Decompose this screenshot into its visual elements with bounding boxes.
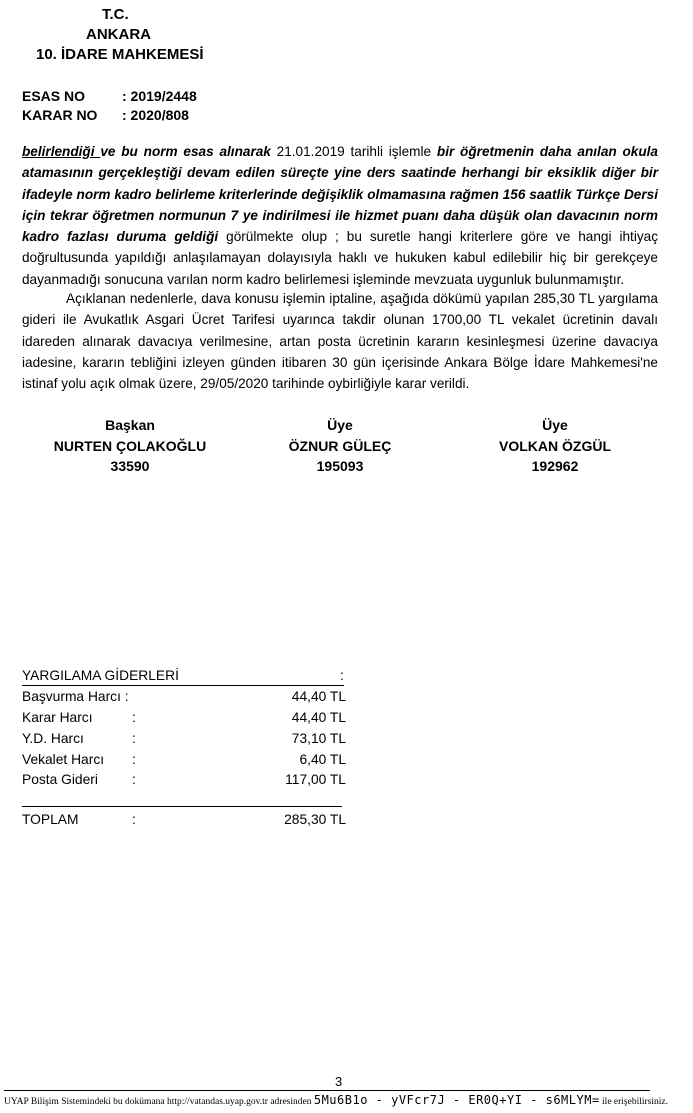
cost-colon: : [132,772,136,787]
cost-value: 6,40 TL [299,752,346,767]
court-header-tc: T.C. [102,6,129,23]
esas-label: ESAS NO [22,88,86,104]
cost-label: Y.D. Harcı [22,731,84,746]
footer-verification [4,1093,668,1107]
para1-seg4: bir öğretmenin daha anılan okula atamasının gerçekleştiği devam edilen süreçte yine ders saatinde herhangi bir eksiklik diğer bir ifadeyle norm kadro belirleme kriterlerinde değişiklik olmamasına rağmen 156 saatlik Türkçe Dersi için tekrar öğretmen normunun 7 ye indirilmesi ile hizmet puanı daha düşük olan davacının norm kadro fazlası duruma geldiği [22,144,658,245]
costs-title-underline [22,685,344,686]
cost-value: 117,00 TL [285,772,346,787]
footer-code[interactable]: 5Mu6B1o - yVFcr7J - ER0Q+YI - s6MLYM= [313,1093,600,1107]
cost-row [22,710,352,730]
cost-colon: : [132,731,136,746]
signature-role: Üye [327,417,353,433]
signature-id: 192962 [531,458,579,474]
cost-label: Başvurma Harcı : [22,689,129,704]
karar-value: : 2020/808 [122,107,189,123]
ruling-paragraph: Açıklanan nedenlerle, dava konusu işlemin iptaline, aşağıda dökümü yapılan 285,30 TL yargılama gideri ile Avukatlık Asgari Ücret Tarifesi uyarınca takdir olunan 1700,00 TL vekalet ücretinin davalı idareden alınarak davacıya verilmesine, artan posta ücretinin kararın kesinleşmesi üzerine davacıya iadesine, kararın tebliğini izleyen günden itibaren 30 gün içerisinde Ankara Bölge İdare Mahkemesi'ne istinaf yolu açık olmak üzere, 29/05/2020 tarihinde oybirliğiyle karar verildi. [22,291,658,392]
page-number: 3 [335,1074,343,1089]
cost-value: 73,10 TL [291,731,346,746]
para1-seg1: belirlendiği [22,144,101,159]
cost-row [22,689,352,709]
signature-name: VOLKAN ÖZGÜL [499,437,611,454]
cost-value: 44,40 TL [291,689,346,704]
signature-block-president [30,415,230,477]
cost-row [22,752,352,772]
footer-rule [4,1090,650,1091]
cost-label: Posta Gideri [22,772,98,787]
cost-colon: : [132,752,136,767]
cost-colon: : [132,710,136,725]
footer-suffix: ile erişebilirsiniz. [602,1097,668,1107]
signature-role: Üye [542,417,568,433]
costs-title-colon: : [340,668,344,683]
costs-title: YARGILAMA GİDERLERİ [22,668,179,683]
footer-prefix: UYAP Bilişim Sistemindeki bu dokümana http://vatandas.uyap.gov.tr adresinden [4,1097,312,1107]
signature-block-member-1 [240,415,440,477]
signature-block-member-2 [455,415,655,477]
para1-seg2: ve bu norm esas alınarak [100,144,271,159]
esas-value: : 2019/2448 [122,88,197,104]
reasoning-paragraph [22,141,658,290]
cost-total-row [22,812,352,832]
cost-row [22,731,352,751]
cost-label: Karar Harcı [22,710,93,725]
court-header-name: 10. İDARE MAHKEMESİ [36,46,204,63]
signature-role: Başkan [105,417,155,433]
signature-id: 33590 [110,458,150,474]
signature-name: ÖZNUR GÜLEÇ [288,437,392,454]
para1-seg5: görülmekte olup ; bu suretle hangi kriterlere göre ve hangi ihtiyaç doğrultusunda yapıldığı anlaşılamayan dolayısıyla haklı ve hukuken kabul edilebilir hiç bir gerekçeye dayanmadığı sonucuna varılan norm kadro belirlemesi işleminde mevzuata uygunluk bulunmamıştır. [22,229,658,287]
cost-total-label: TOPLAM [22,812,79,827]
cost-row [22,772,352,792]
cost-value: 44,40 TL [291,710,346,725]
karar-label: KARAR NO [22,107,98,123]
cost-label: Vekalet Harcı [22,752,105,767]
court-header-city: ANKARA [86,26,151,43]
para1-seg3: 21.01.2019 tarihli işlemle [270,144,437,159]
costs-total-divider [22,806,342,807]
signature-name: NURTEN ÇOLAKOĞLU [53,437,207,454]
cost-total-value: 285,30 TL [284,812,346,827]
signature-id: 195093 [316,458,364,474]
cost-total-colon: : [132,812,136,827]
